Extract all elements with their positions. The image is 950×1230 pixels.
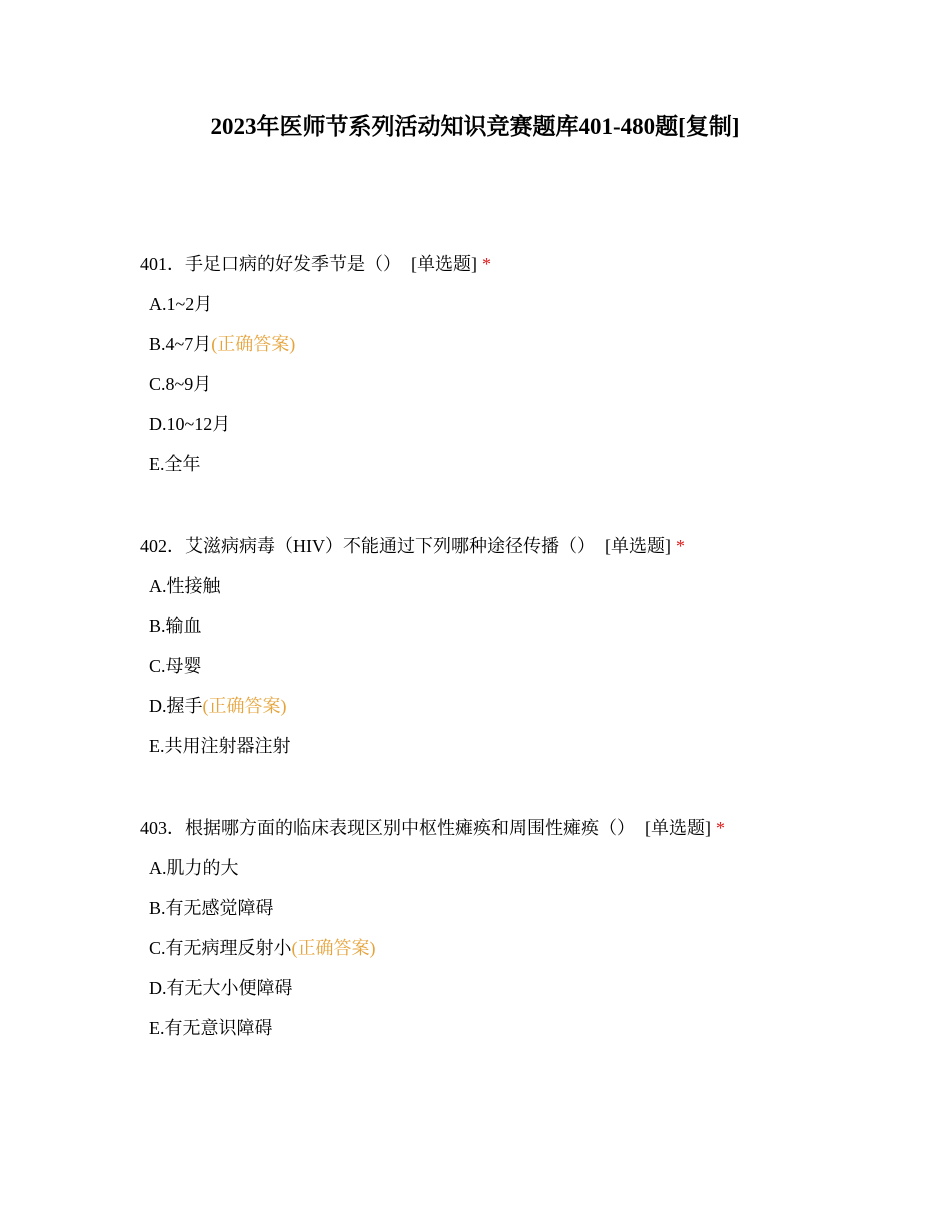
option-e: E.有无意识障碍 (149, 1018, 273, 1038)
option-e: E.全年 (149, 454, 201, 474)
option-a: A.肌力的大 (149, 858, 239, 878)
option-c: C.有无病理反射小(正确答案) (149, 938, 376, 958)
question-number: 402． (140, 536, 185, 556)
question-title (140, 534, 900, 558)
option-list (140, 292, 900, 476)
option-b: B.有无感觉障碍 (149, 898, 274, 918)
question-title (140, 816, 900, 840)
page-title: 2023年医师节系列活动知识竞赛题库401-480题[复制] (210, 114, 740, 139)
option-list (140, 574, 900, 758)
question-text: 艾滋病病毒（HIV）不能通过下列哪种途径传播（） (185, 536, 595, 556)
question-type: [单选题] (605, 536, 671, 556)
question-title (140, 252, 900, 276)
correct-answer-tag: (正确答案) (291, 938, 376, 958)
option-a: A.性接触 (149, 576, 221, 596)
option-c: C.母婴 (149, 656, 202, 676)
required-mark: * (676, 536, 685, 556)
correct-answer-tag: (正确答案) (202, 696, 287, 716)
question-number: 401． (140, 254, 185, 274)
question-402 (140, 534, 900, 758)
required-mark: * (716, 818, 725, 838)
question-type: [单选题] (411, 254, 477, 274)
option-list (140, 856, 900, 1040)
question-403 (140, 816, 900, 1040)
question-401 (140, 252, 900, 476)
question-number: 403． (140, 818, 185, 838)
question-type: [单选题] (645, 818, 711, 838)
option-c: C.8~9月 (149, 374, 212, 394)
option-d: D.握手(正确答案) (149, 696, 287, 716)
option-b: B.4~7月(正确答案) (149, 334, 296, 354)
option-d: D.有无大小便障碍 (149, 978, 293, 998)
question-text: 手足口病的好发季节是（） (185, 254, 401, 274)
option-a: A.1~2月 (149, 294, 213, 314)
required-mark: * (482, 254, 491, 274)
option-b: B.输血 (149, 616, 202, 636)
correct-answer-tag: (正确答案) (211, 334, 296, 354)
option-e: E.共用注射器注射 (149, 736, 291, 756)
option-d: D.10~12月 (149, 414, 231, 434)
question-text: 根据哪方面的临床表现区别中枢性瘫痪和周围性瘫痪（） (185, 818, 635, 838)
